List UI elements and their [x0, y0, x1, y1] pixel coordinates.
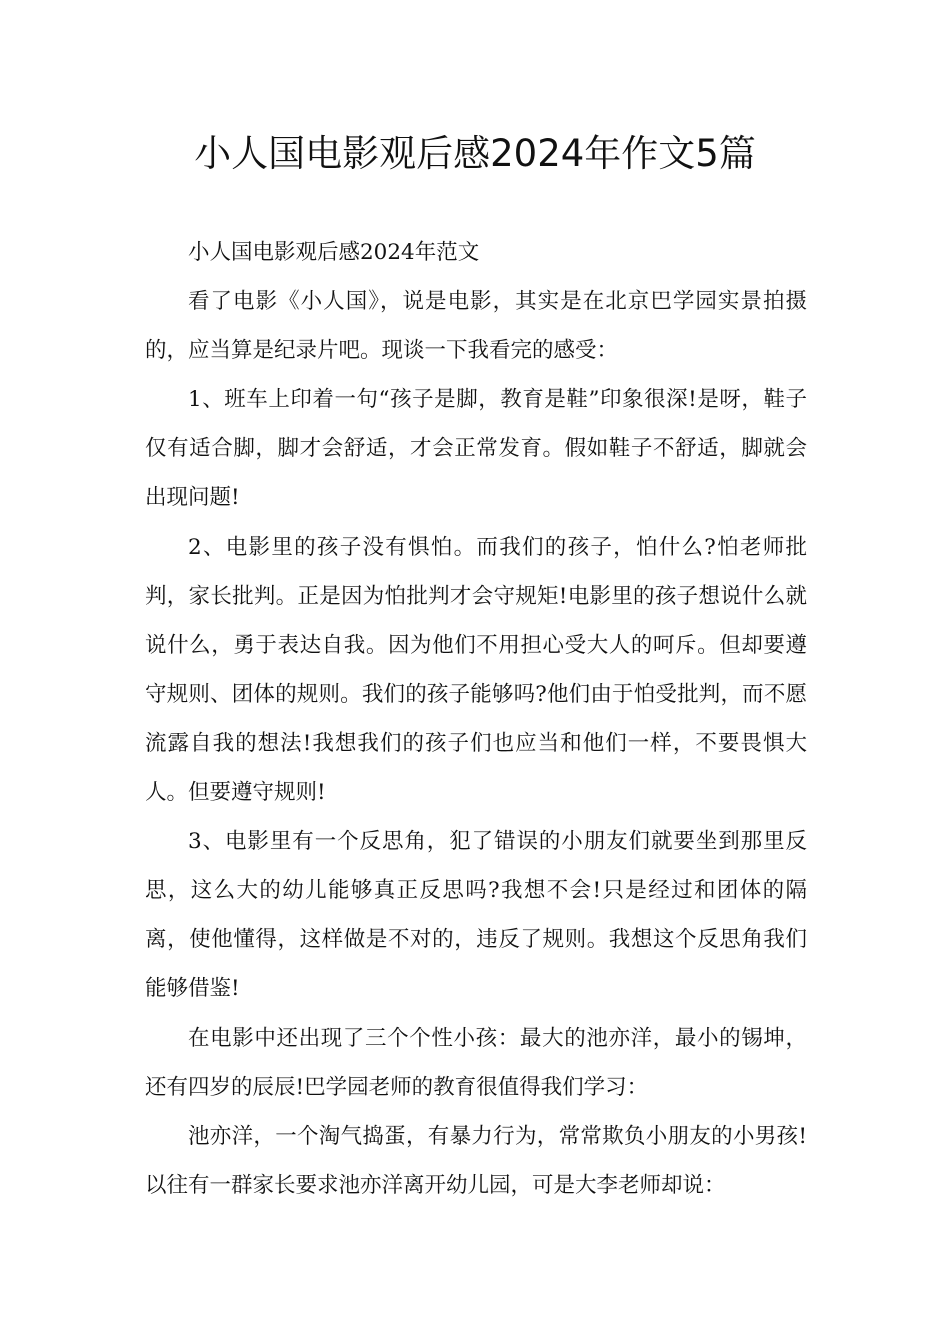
point-3-paragraph: 3、电影里有一个反思角，犯了错误的小朋友们就要坐到那里反思，这么大的幼儿能够真正反思吗?我想不会!只是经过和团体的隔离，使他懂得，这样做是不对的，违反了规则。我想这个反思角我们能够借鉴! [145, 829, 807, 1002]
point-2-paragraph: 2、电影里的孩子没有惧怕。而我们的孩子，怕什么?怕老师批判，家长批判。正是因为怕批判才会守规矩!电影里的孩子想说什么就说什么，勇于表达自我。因为他们不用担心受大人的呵斥。但却要遵守规则、团体的规则。我们的孩子能够吗?他们由于怕受批判，而不愿流露自我的想法!我想我们的孩子们也应当和他们一样，不要畏惧大人。但要遵守规则! [145, 534, 807, 806]
intro-paragraph: 看了电影《小人国》，说是电影，其实是在北京巴学园实景拍摄的，应当算是纪录片吧。现谈一下我看完的感受： [145, 289, 807, 364]
document-body [145, 228, 807, 1210]
point-1-paragraph: 1、班车上印着一句“孩子是脚，教育是鞋”印象很深!是呀，鞋子仅有适合脚，脚才会舒适，才会正常发育。假如鞋子不舒适，脚就会出现问题! [145, 387, 807, 511]
characters-paragraph: 在电影中还出现了三个个性小孩：最大的池亦洋，最小的锡坤，还有四岁的辰辰!巴学园老师的教育很值得我们学习： [145, 1025, 807, 1100]
chi-yiyang-paragraph: 池亦洋，一个淘气捣蛋，有暴力行为，常常欺负小朋友的小男孩!以往有一群家长要求池亦洋离开幼儿园，可是大李老师却说： [145, 1123, 807, 1198]
document-title: 小人国电影观后感2024年作文5篇 [194, 132, 756, 175]
subtitle-paragraph: 小人国电影观后感2024年范文 [188, 240, 480, 265]
